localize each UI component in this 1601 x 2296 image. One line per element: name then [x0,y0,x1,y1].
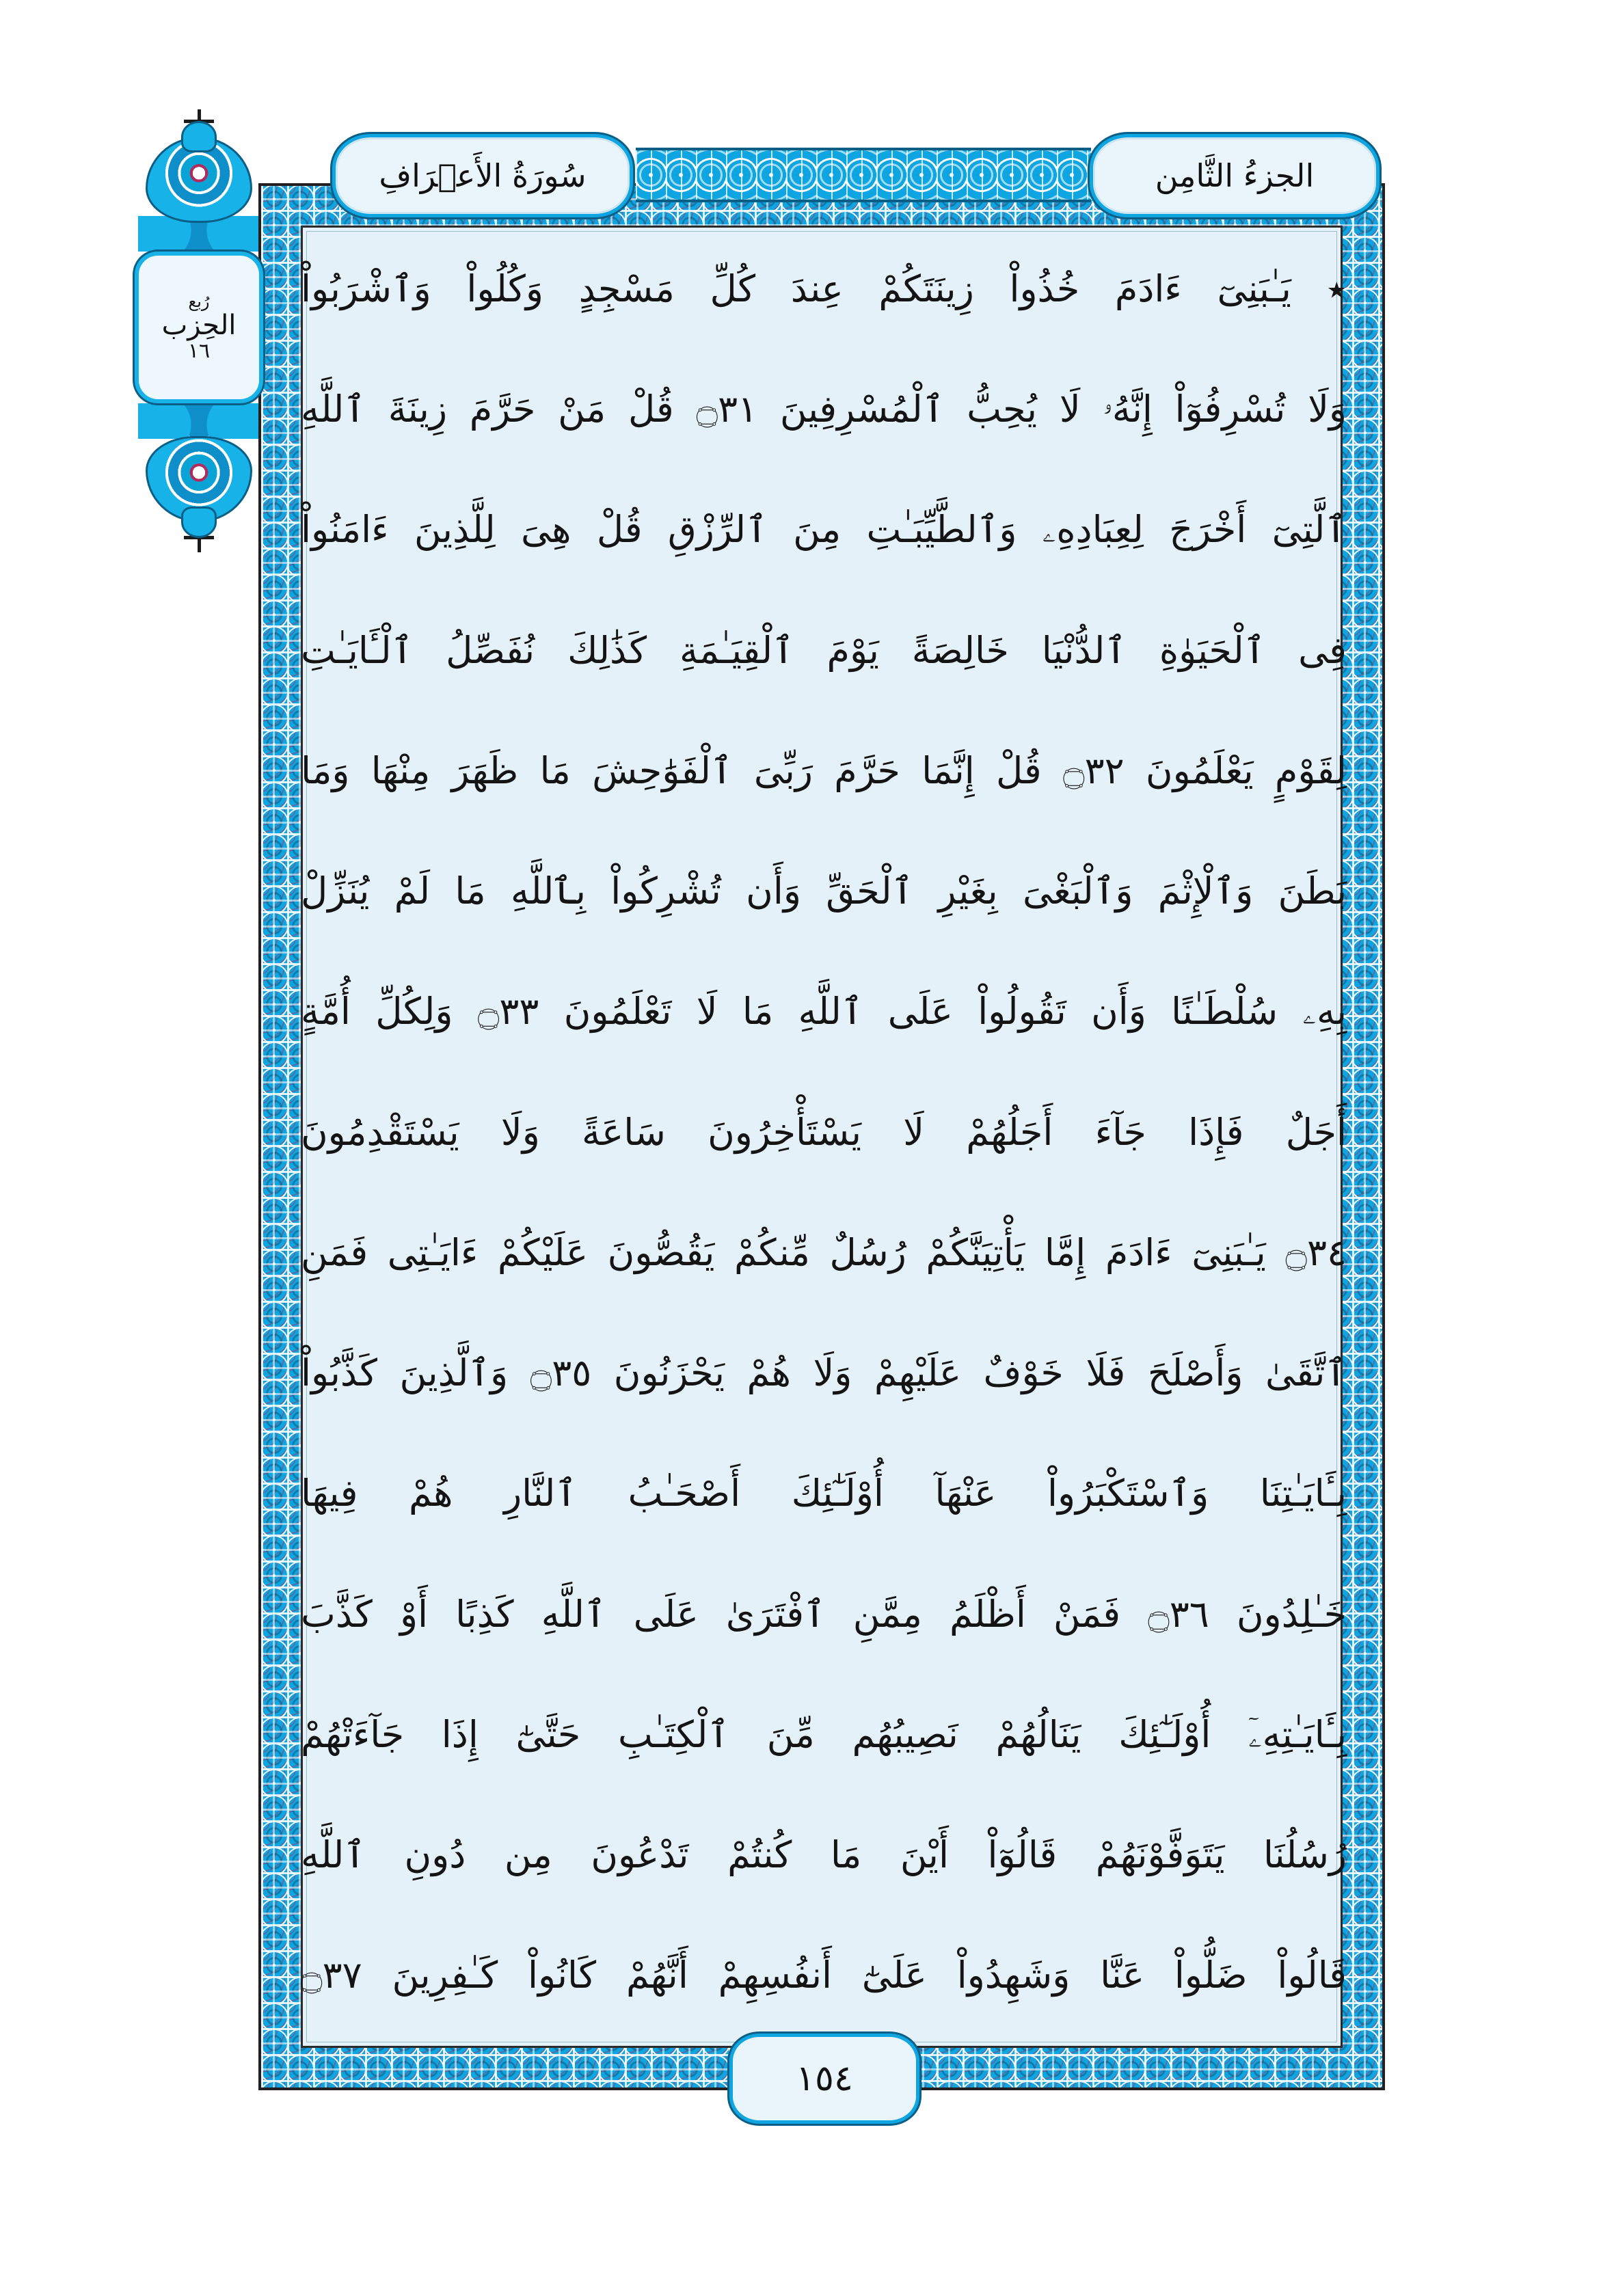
ayah-line: وَلَا تُسْرِفُوٓاْ إِنَّهُۥ لَا يُحِبُّ ٱلْمُسْرِفِينَ ۝٣١ قُلْ مَنْ حَرَّمَ زِينَةَ ٱللَّهِ [301,388,1347,431]
surah-cartouche [332,134,633,217]
ornament-wing-bottom [138,403,260,439]
ayah-line: لِقَوْمٍ يَعْلَمُونَ ۝٣٢ قُلْ إِنَّمَا حَرَّمَ رَبِّىَ ٱلْفَوَٰحِشَ مَا ظَهَرَ مِنْهَا وَمَا [301,748,1347,792]
hizb-word-label: الحِزب [161,310,237,341]
ayah-line: بِـَٔايَـٰتِهِۦٓ أُوْلَـٰٓئِكَ يَنَالُهُمْ نَصِيبُهُم مِّنَ ٱلْكِتَـٰبِ حَتَّىٰٓ إِذَا جَآءَتْهُمْ [301,1712,1347,1756]
ayah-line: بِـَٔايَـٰتِنَا وَٱسْتَكْبَرُواْ عَنْهَآ أُوْلَـٰٓئِكَ أَصْحَـٰبُ ٱلنَّارِ هُمْ فِيهَا [301,1472,1347,1515]
ornament-bulb-top [146,137,252,223]
hizb-label-box [135,252,263,403]
ayah-line: رُسُلُنَا يَتَوَفَّوْنَهُمْ قَالُوٓاْ أَيْنَ مَا كُنتُمْ تَدْعُونَ مِن دُونِ ٱللَّهِ [301,1833,1347,1877]
ayah-line: بَطَنَ وَٱلْإِثْمَ وَٱلْبَغْىَ بِغَيْرِ ٱلْحَقِّ وَأَن تُشْرِكُواْ بِٱللَّهِ مَا لَمْ يُنَزِّلْ [301,869,1347,913]
juz-cartouche [1090,134,1380,217]
ayah-line: ٱلَّتِىٓ أَخْرَجَ لِعِبَادِهِۦ وَٱلطَّيِّبَـٰتِ مِنَ ٱلرِّزْقِ قُلْ هِىَ لِلَّذِينَ ءَامَنُواْ [301,508,1347,552]
header-ornament-strip [636,148,1091,202]
ayah-line: بِهِۦ سُلْطَـٰنًا وَأَن تَقُولُواْ عَلَى ٱللَّهِ مَا لَا تَعْلَمُونَ ۝٣٣ وَلِكُلِّ أُمَّةٍ [301,990,1347,1034]
ayah-line: خَـٰلِدُونَ ۝٣٦ فَمَنْ أَظْلَمُ مِمَّنِ ٱفْتَرَىٰ عَلَى ٱللَّهِ كَذِبًا أَوْ كَذَّبَ [301,1592,1347,1636]
ayah-line: فِى ٱلْحَيَوٰةِ ٱلدُّنْيَا خَالِصَةً يَوْمَ ٱلْقِيَـٰمَةِ كَذَٰلِكَ نُفَصِّلُ ٱلْـَٔايَـٰتِ [301,628,1347,672]
ayah-line: أَجَلٌ فَإِذَا جَآءَ أَجَلُهُمْ لَا يَسْتَأْخِرُونَ سَاعَةً وَلَا يَسْتَقْدِمُونَ [301,1110,1347,1154]
page-number-cartouche [729,2034,919,2124]
ayah-line: ٭ يَـٰبَنِىٓ ءَادَمَ خُذُواْ زِينَتَكُمْ عِندَ كُلِّ مَسْجِدٍ وَكُلُواْ وَٱشْرَبُواْ [301,267,1347,310]
ornament-bulb-bottom [146,436,252,522]
ayah-line: ۝٣٤ يَـٰبَنِىٓ ءَادَمَ إِمَّا يَأْتِيَنَّكُمْ رُسُلٌ مِّنكُمْ يَقُصُّونَ عَلَيْكُمْ ءَايَـٰتِى فَمَنِ [301,1230,1347,1274]
ayah-line: ٱتَّقَىٰ وَأَصْلَحَ فَلَا خَوْفٌ عَلَيْهِمْ وَلَا هُمْ يَحْزَنُونَ ۝٣٥ وَٱلَّذِينَ كَذَّبُواْ [301,1351,1347,1395]
surah-name-label: سُورَةُ الأَعۡرَافِ [379,157,587,194]
quran-text-column [301,268,1347,1997]
ayah-line: قَالُواْ ضَلُّواْ عَنَّا وَشَهِدُواْ عَلَىٰٓ أَنفُسِهِمْ أَنَّهُمْ كَانُواْ كَـٰفِرِينَ ۝٣٧ [301,1954,1347,1997]
hizb-rub-label: رُبع [188,292,210,311]
page-number: ١٥٤ [796,2058,853,2099]
hizb-number: ١٦ [187,339,211,363]
juz-label: الجزءُ الثَّامِن [1155,157,1315,194]
hizb-ornament [127,109,271,588]
